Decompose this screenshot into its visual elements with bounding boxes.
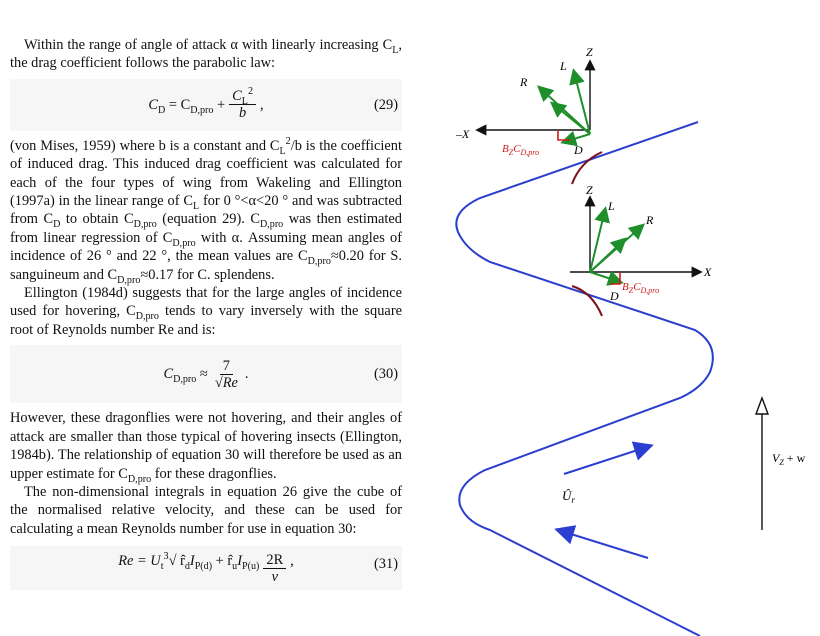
eq29-number: (29) bbox=[374, 96, 398, 113]
label-negx: –X bbox=[456, 127, 470, 141]
label-d-mid: D bbox=[610, 289, 619, 303]
eq30-number: (30) bbox=[374, 366, 398, 383]
label-bz-cd-top: $B_ZC_{D,pro}$ bbox=[502, 143, 540, 157]
text-column bbox=[10, 36, 402, 596]
label-l-top: L bbox=[560, 59, 567, 73]
figure-svg bbox=[410, 0, 820, 636]
paragraph-5: The non-dimensional integrals in equation 26 give the cube of the normalised relative velocity, and these can be used for calculating a mean Reynolds number for use in equation 30: bbox=[10, 483, 402, 537]
equation-29: $C_D = C_{D,pro}$ + $\frac{C_L^2}{b}$ , (29) bbox=[10, 79, 402, 131]
label-bz-cd-mid: $B_ZC_{D,pro}$ bbox=[622, 281, 660, 295]
wing-tip-path bbox=[456, 122, 713, 636]
vertical-velocity-arrowhead bbox=[756, 398, 768, 414]
wing-force-figure bbox=[410, 0, 820, 636]
equation-30: $C_{D,pro}$ ≈ $\frac{7}{√Re}$ . (30) bbox=[10, 345, 402, 403]
mid-mid-vector bbox=[590, 240, 624, 272]
paragraph-4: However, these dragonflies were not hovering, and their angles of attack are smaller than those typical of hovering insects (Ellington, 1984b). The relationship of equation 30 will therefore be used as an upper estimate for $C_{D,pro}$ for these dragonflies. bbox=[10, 410, 402, 485]
label-l-mid: L bbox=[608, 199, 615, 213]
label-d-top: D bbox=[574, 143, 583, 157]
mid-drag-vector bbox=[590, 272, 620, 282]
label-x: X bbox=[704, 265, 712, 279]
mid-l-vector bbox=[590, 210, 605, 272]
eq30-fraction: $\frac{7}{√Re}$ bbox=[214, 357, 238, 391]
eq29-fraction: $\frac{C_L^2}{b}$ bbox=[229, 88, 256, 121]
paragraph-2: (von Mises, 1959) where b is a constant and $C_L^2/b$ is the coefficient of induced drag. This induced drag coefficient was calculated for each of the four types of wing from Wakeling and Ellington (1997a) in the linear range of $C_L$ for 0 °<α<20 ° and was subtracted from $C_D$ to obtain $C_{D,pro}$ (equation 29). $C_{D,pro}$ was then estimated from linear regression of $C_{D,pro}$ with α. Assuming mean angles of incidence of 26 ° and 22 °, the mean values are $C_{D,pro}\approx 0.20$ for S. sanguineum and $C_{D,pro}\approx 0.17$ for C. splendens. bbox=[10, 136, 403, 286]
eq31-number: (31) bbox=[374, 555, 398, 572]
label-z-mid: Z bbox=[586, 183, 593, 197]
paragraph-1: Within the range of angle of attack α with linearly increasing $C_L$, the drag coefficient follows the parabolic law: bbox=[10, 37, 402, 72]
top-drag-corner bbox=[558, 130, 570, 140]
label-ur: $Û_r$ bbox=[562, 488, 575, 505]
paragraph-3: Ellington (1984d) suggests that for the large angles of incidence used for hovering, $C_{D,pro}$ tends to vary inversely with the square root of Reynolds number Re and is: bbox=[10, 285, 402, 338]
label-z-top: Z bbox=[586, 45, 593, 59]
label-r-top: R bbox=[520, 75, 528, 89]
top-l-vector bbox=[574, 72, 590, 134]
label-vz-w: $V_Z + w$ bbox=[772, 451, 806, 467]
upper-flow-arrow bbox=[564, 446, 650, 474]
label-r-mid: R bbox=[646, 213, 654, 227]
eq31-fraction: $\frac{2R}{\nu}$ bbox=[263, 552, 286, 585]
equation-31: $Re = U_t^3√$ $r̂_dI_{P(d)}$ + $r̂_uI_{P(u)}$ $\frac{2R}{\nu}$ , (31) bbox=[10, 546, 402, 590]
lower-flow-arrow bbox=[558, 530, 648, 558]
